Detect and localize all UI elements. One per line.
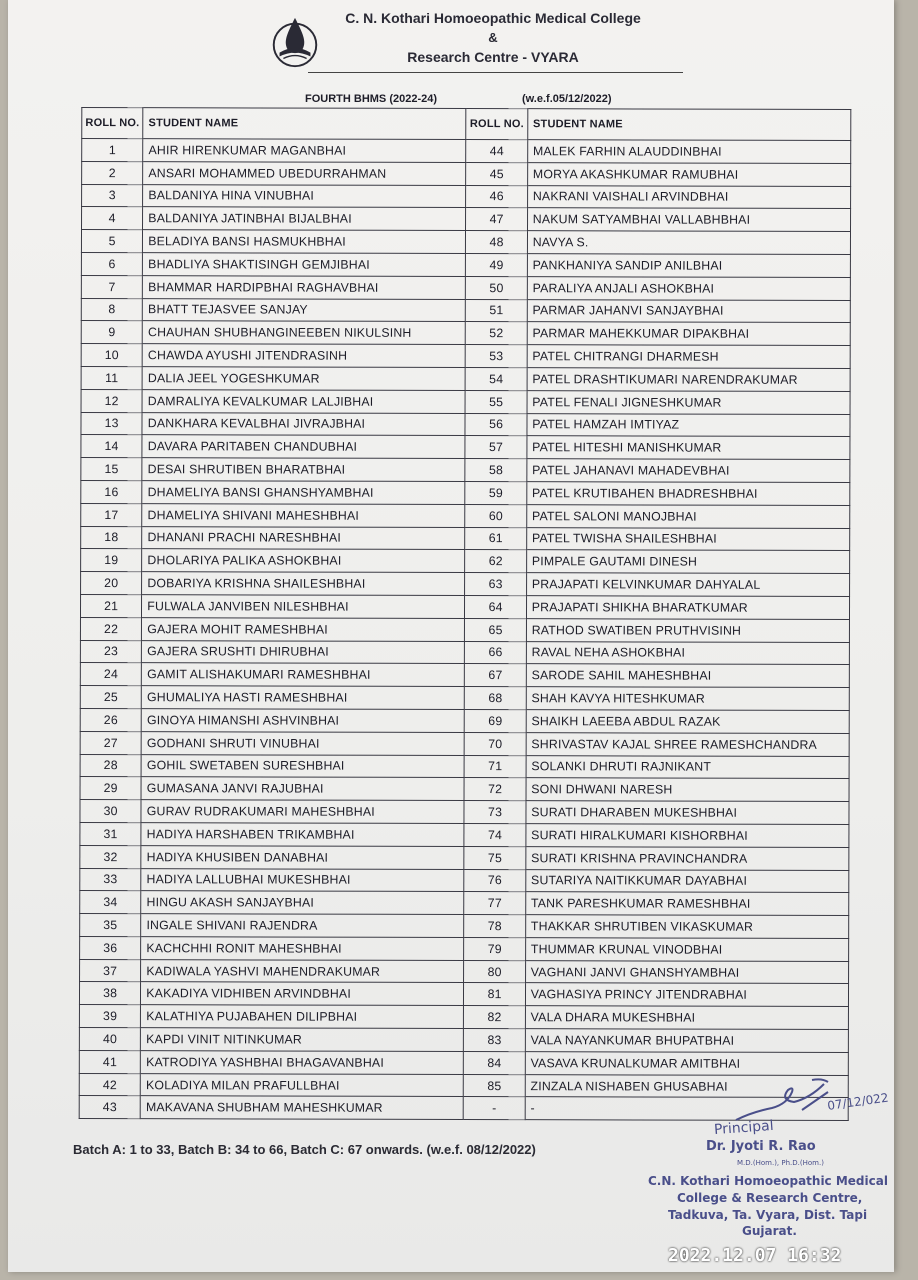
table-row	[82, 138, 851, 163]
roll-number: 56	[465, 413, 526, 436]
roll-number: 84	[464, 1051, 525, 1074]
roll-number: 13	[81, 412, 142, 435]
stamp-line: Gujarat.	[742, 1224, 797, 1238]
student-name: SURATI HIRALKUMARI KISHORBHAI	[526, 824, 849, 848]
roll-number: 40	[79, 1028, 140, 1051]
student-name: GAJERA MOHIT RAMESHBHAI	[142, 617, 465, 641]
roll-number: 25	[80, 686, 141, 709]
roll-number: 59	[465, 481, 526, 504]
table-row	[80, 822, 849, 847]
roll-number: 31	[80, 822, 141, 845]
student-name: PARALIYA ANJALI ASHOKBHAI	[527, 276, 850, 300]
table-row	[81, 389, 850, 414]
roll-number: 46	[466, 185, 527, 208]
roll-number: 26	[80, 708, 141, 731]
roll-number: 6	[81, 252, 142, 275]
table-row	[81, 252, 850, 277]
student-name: CHAUHAN SHUBHANGINEEBEN NIKULSINH	[142, 321, 465, 345]
roll-number: 55	[466, 390, 527, 413]
student-name: PATEL HITESHI MANISHKUMAR	[527, 436, 850, 460]
roll-number: 43	[79, 1096, 140, 1119]
roll-number: 74	[464, 823, 525, 846]
student-name: PATEL HAMZAH IMTIYAZ	[527, 413, 850, 437]
student-name: PATEL SALONI MANOJBHAI	[526, 504, 849, 528]
student-name: GODHANI SHRUTI VINUBHAI	[141, 731, 464, 755]
student-name: VAGHANI JANVI GHANSHYAMBHAI	[525, 960, 848, 984]
student-name: SUTARIYA NAITIKKUMAR DAYABHAI	[526, 869, 849, 893]
table-row	[82, 207, 851, 232]
roll-number: 58	[465, 459, 526, 482]
student-name: BELADIYA BANSI HASMUKHBHAI	[143, 230, 466, 254]
student-name: TANK PARESHKUMAR RAMESHBHAI	[525, 892, 848, 916]
roll-number: 36	[80, 936, 141, 959]
table-row	[80, 959, 849, 984]
roll-number: 47	[466, 208, 527, 231]
student-name: HADIYA HARSHABEN TRIKAMBHAI	[141, 823, 464, 847]
stamp-line: C.N. Kothari Homoeopathic Medical	[648, 1174, 888, 1188]
student-name: VALA NAYANKUMAR BHUPATBHAI	[525, 1029, 848, 1053]
roll-number: 33	[80, 868, 141, 891]
roll-number: 49	[466, 253, 527, 276]
table-row	[80, 640, 849, 665]
roll-number: 68	[465, 687, 526, 710]
roll-number: 71	[465, 755, 526, 778]
student-name: PRAJAPATI KELVINKUMAR DAHYALAL	[526, 573, 849, 597]
student-name: KATRODIYA YASHBHAI BHAGAVANBHAI	[141, 1051, 464, 1075]
roll-number: 64	[465, 595, 526, 618]
roll-number: 48	[466, 231, 527, 254]
roll-number: 82	[464, 1006, 525, 1029]
student-name: GAJERA SRUSHTI DHIRUBHAI	[142, 640, 465, 664]
stamp-degree: M.D.(Hom.), Ph.D.(Hom.)	[737, 1159, 824, 1167]
roll-number: 78	[464, 915, 525, 938]
table-row	[81, 503, 850, 528]
student-name: GHUMALIYA HASTI RAMESHBHAI	[142, 686, 465, 710]
roll-number: 16	[81, 480, 142, 503]
roll-number: 34	[80, 891, 141, 914]
student-name: PANKHANIYA SANDIP ANILBHAI	[527, 254, 850, 278]
roll-number: 60	[465, 504, 526, 527]
batch-note: Batch A: 1 to 33, Batch B: 34 to 66, Batch C: 67 onwards. (w.e.f. 08/12/2022)	[73, 1142, 536, 1157]
student-name: KACHCHHI RONIT MAHESHBHAI	[141, 937, 464, 961]
student-name: NAVYA S.	[527, 231, 850, 255]
student-name: DESAI SHRUTIBEN BHARATBHAI	[142, 458, 465, 482]
table-row	[80, 731, 849, 756]
student-name: -	[525, 1097, 848, 1121]
roll-number: 85	[464, 1074, 525, 1097]
col-student-name: STUDENT NAME	[527, 109, 850, 141]
roll-number: 67	[465, 664, 526, 687]
student-name: GINOYA HIMANSHI ASHVINBHAI	[141, 709, 464, 733]
roll-number: -	[464, 1097, 525, 1120]
roll-number: 62	[465, 550, 526, 573]
student-name: DANKHARA KEVALBHAI JIVRAJBHAI	[142, 412, 465, 436]
roll-number: 28	[80, 754, 141, 777]
student-name: MORYA AKASHKUMAR RAMUBHAI	[527, 162, 850, 186]
roll-number: 17	[81, 503, 142, 526]
table-row	[81, 549, 850, 574]
student-name: FULWALA JANVIBEN NILESHBHAI	[142, 595, 465, 619]
student-name: HADIYA LALLUBHAI MUKESHBHAI	[141, 868, 464, 892]
student-name: HINGU AKASH SANJAYBHAI	[141, 891, 464, 915]
roll-number: 2	[82, 161, 143, 184]
student-name: SURATI DHARABEN MUKESHBHAI	[526, 801, 849, 825]
table-row	[79, 982, 848, 1007]
roll-number: 11	[81, 366, 142, 389]
student-name: PATEL KRUTIBAHEN BHADRESHBHAI	[527, 482, 850, 506]
student-name: MAKAVANA SHUBHAM MAHESHKUMAR	[140, 1096, 463, 1120]
roll-number: 66	[465, 641, 526, 664]
student-name: GUMASANA JANVI RAJUBHAI	[141, 777, 464, 801]
table-row	[80, 754, 849, 779]
roll-number: 76	[464, 869, 525, 892]
student-name: PATEL CHITRANGI DHARMESH	[527, 345, 850, 369]
student-name: PARMAR MAHEKKUMAR DIPAKBHAI	[527, 322, 850, 346]
roll-number: 35	[80, 914, 141, 937]
student-name: DHOLARIYA PALIKA ASHOKBHAI	[142, 549, 465, 573]
table-row	[79, 1005, 848, 1030]
table-row	[81, 275, 850, 300]
student-name: DAMRALIYA KEVALKUMAR LALJIBHAI	[142, 389, 465, 413]
student-name: SONI DHWANI NARESH	[526, 778, 849, 802]
roll-number: 23	[80, 640, 141, 663]
student-name: CHAWDA AYUSHI JITENDRASINH	[142, 344, 465, 368]
roll-number: 29	[80, 777, 141, 800]
sign-date: 07/12/022	[826, 1090, 890, 1113]
roll-number: 10	[81, 344, 142, 367]
roll-number: 20	[81, 572, 142, 595]
stamp-name: Dr. Jyoti R. Rao	[706, 1139, 816, 1154]
student-name: VALA DHARA MUKESHBHAI	[525, 1006, 848, 1030]
college-name: C. N. Kothari Homoeopathic Medical College	[345, 10, 641, 26]
roll-number: 77	[464, 892, 525, 915]
student-name: GAMIT ALISHAKUMARI RAMESHBHAI	[142, 663, 465, 687]
student-name: ANSARI MOHAMMED UBEDURRAHMAN	[143, 161, 466, 185]
table-row	[82, 184, 851, 209]
roll-number: 21	[80, 594, 141, 617]
student-name: KAPDI VINIT NITINKUMAR	[141, 1028, 464, 1052]
student-name: BHATT TEJASVEE SANJAY	[143, 298, 466, 322]
roll-number: 8	[81, 298, 142, 321]
student-name: RAVAL NEHA ASHOKBHAI	[526, 641, 849, 665]
student-name: AHIR HIRENKUMAR MAGANBHAI	[143, 139, 466, 163]
student-name: THUMMAR KRUNAL VINODBHAI	[525, 938, 848, 962]
student-roll-table	[79, 107, 852, 1121]
roll-number: 45	[466, 162, 527, 185]
roll-number: 41	[79, 1050, 140, 1073]
roll-number: 24	[80, 663, 141, 686]
student-name: PATEL FENALI JIGNESHKUMAR	[527, 390, 850, 414]
student-name: DALIA JEEL YOGESHKUMAR	[142, 367, 465, 391]
student-name: SOLANKI DHRUTI RAJNIKANT	[526, 755, 849, 779]
student-name: SHAH KAVYA HITESHKUMAR	[526, 687, 849, 711]
student-name: ZINZALA NISHABEN GHUSABHAI	[525, 1074, 848, 1098]
table-row	[80, 868, 849, 893]
table-body	[79, 138, 851, 1120]
table-row	[80, 708, 849, 733]
student-name: PATEL TWISHA SHAILESHBHAI	[526, 527, 849, 551]
student-name: GOHIL SWETABEN SURESHBHAI	[141, 754, 464, 778]
table-row	[80, 663, 849, 688]
student-name: BHAMMAR HARDIPBHAI RAGHAVBHAI	[143, 275, 466, 299]
student-name: PATEL DRASHTIKUMARI NARENDRAKUMAR	[527, 368, 850, 392]
roll-number: 72	[464, 778, 525, 801]
roll-number: 42	[79, 1073, 140, 1096]
table-row	[80, 594, 849, 619]
student-name: INGALE SHIVANI RAJENDRA	[141, 914, 464, 938]
roll-number: 63	[465, 573, 526, 596]
col-roll-no: ROLL NO.	[82, 107, 143, 138]
roll-number: 12	[81, 389, 142, 412]
roll-number: 1	[82, 138, 143, 161]
student-name: PATEL JAHANAVI MAHADEVBHAI	[527, 459, 850, 483]
roll-number: 14	[81, 435, 142, 458]
table-row	[80, 936, 849, 961]
student-name: MALEK FARHIN ALAUDDINBHAI	[527, 140, 850, 164]
student-name: KADIWALA YASHVI MAHENDRAKUMAR	[141, 959, 464, 983]
table-row	[82, 161, 851, 186]
student-name: PRAJAPATI SHIKHA BHARATKUMAR	[526, 596, 849, 620]
roll-number: 3	[82, 184, 143, 207]
roll-number: 37	[80, 959, 141, 982]
student-name: DHAMELIYA BANSI GHANSHYAMBHAI	[142, 481, 465, 505]
table-row	[81, 412, 850, 437]
table-row	[81, 526, 850, 551]
roll-number: 61	[465, 527, 526, 550]
roll-number: 65	[465, 618, 526, 641]
photo-timestamp: 2022.12.07 16:32	[668, 1245, 842, 1266]
roll-number: 73	[464, 801, 525, 824]
student-name: VAGHASIYA PRINCY JITENDRABHAI	[525, 983, 848, 1007]
student-name: SARODE SAHIL MAHESHBHAI	[526, 664, 849, 688]
roll-number: 44	[466, 140, 527, 163]
table-row	[81, 572, 850, 597]
roll-number: 80	[464, 960, 525, 983]
wef-date: (w.e.f.05/12/2022)	[522, 93, 612, 105]
roll-number: 32	[80, 845, 141, 868]
col-roll-no: ROLL NO.	[466, 109, 527, 140]
student-name: VASAVA KRUNALKUMAR AMITBHAI	[525, 1052, 848, 1076]
roll-number: 7	[81, 275, 142, 298]
student-name: DHANANI PRACHI NARESHBHAI	[142, 526, 465, 550]
table-row	[80, 777, 849, 802]
roll-number: 51	[466, 299, 527, 322]
roll-number: 50	[466, 276, 527, 299]
roll-number: 83	[464, 1029, 525, 1052]
roll-number: 57	[465, 436, 526, 459]
student-name: NAKRANI VAISHALI ARVINDBHAI	[527, 185, 850, 209]
table-row	[80, 845, 849, 870]
roll-number: 30	[80, 800, 141, 823]
col-student-name: STUDENT NAME	[143, 108, 466, 140]
stamp-line: Tadkuva, Ta. Vyara, Dist. Tapi	[668, 1208, 868, 1222]
student-name: BALDANIYA JATINBHAI BIJALBHAI	[143, 207, 466, 231]
student-name: KAKADIYA VIDHIBEN ARVINDBHAI	[141, 982, 464, 1006]
student-name: DHAMELIYA SHIVANI MAHESHBHAI	[142, 503, 465, 527]
student-name: BALDANIYA HINA VINUBHAI	[143, 184, 466, 208]
student-name: SHRIVASTAV KAJAL SHREE RAMESHCHANDRA	[526, 732, 849, 756]
student-name: PARMAR JAHANVI SANJAYBHAI	[527, 299, 850, 323]
student-name: KOLADIYA MILAN PRAFULLBHAI	[141, 1073, 464, 1097]
roll-number: 39	[79, 1005, 140, 1028]
student-name: NAKUM SATYAMBHAI VALLABHBHAI	[527, 208, 850, 232]
student-name: KALATHIYA PUJABAHEN DILIPBHAI	[141, 1005, 464, 1029]
student-name: HADIYA KHUSIBEN DANABHAI	[141, 845, 464, 869]
table-row	[81, 480, 850, 505]
roll-number: 18	[81, 526, 142, 549]
student-name: PIMPALE GAUTAMI DINESH	[526, 550, 849, 574]
roll-number: 81	[464, 983, 525, 1006]
header-divider	[308, 72, 683, 73]
stamp-line: College & Research Centre,	[677, 1191, 863, 1205]
roll-number: 19	[81, 549, 142, 572]
student-name: SHAIKH LAEEBA ABDUL RAZAK	[526, 710, 849, 734]
table-row	[80, 686, 849, 711]
student-name: THAKKAR SHRUTIBEN VIKASKUMAR	[525, 915, 848, 939]
roll-number: 75	[464, 846, 525, 869]
student-name: RATHOD SWATIBEN PRUTHVISINH	[526, 618, 849, 642]
roll-number: 38	[79, 982, 140, 1005]
stamp-principal: Principal	[713, 1117, 775, 1139]
roll-number: 9	[81, 321, 142, 344]
student-name: GURAV RUDRAKUMARI MAHESHBHAI	[141, 800, 464, 824]
student-name: SURATI KRISHNA PRAVINCHANDRA	[526, 846, 849, 870]
table-row	[81, 230, 850, 255]
roll-number: 79	[464, 937, 525, 960]
table-row	[80, 891, 849, 916]
table-row	[81, 298, 850, 323]
table-row	[81, 366, 850, 391]
roll-number: 4	[82, 207, 143, 230]
table-row	[81, 344, 850, 369]
table-row	[81, 435, 850, 460]
table-row	[81, 321, 850, 346]
roll-number: 22	[80, 617, 141, 640]
roll-number: 52	[466, 322, 527, 345]
table-row	[81, 458, 850, 483]
research-centre: Research Centre - VYARA	[407, 49, 579, 65]
class-title: FOURTH BHMS (2022-24)	[305, 93, 438, 105]
table-row	[80, 617, 849, 642]
roll-number: 15	[81, 458, 142, 481]
student-name: BHADLIYA SHAKTISINGH GEMJIBHAI	[143, 253, 466, 277]
header-ampersand: &	[488, 30, 498, 45]
table-row	[79, 1028, 848, 1053]
table-header-row	[82, 107, 851, 140]
table-row	[80, 800, 849, 825]
roll-number: 27	[80, 731, 141, 754]
roll-number: 69	[465, 709, 526, 732]
roll-number: 54	[466, 367, 527, 390]
student-name: DOBARIYA KRISHNA SHAILESHBHAI	[142, 572, 465, 596]
student-name: DAVARA PARITABEN CHANDUBHAI	[142, 435, 465, 459]
table-row	[80, 914, 849, 939]
roll-number: 5	[81, 230, 142, 253]
roll-number: 53	[466, 345, 527, 368]
roll-number: 70	[465, 732, 526, 755]
